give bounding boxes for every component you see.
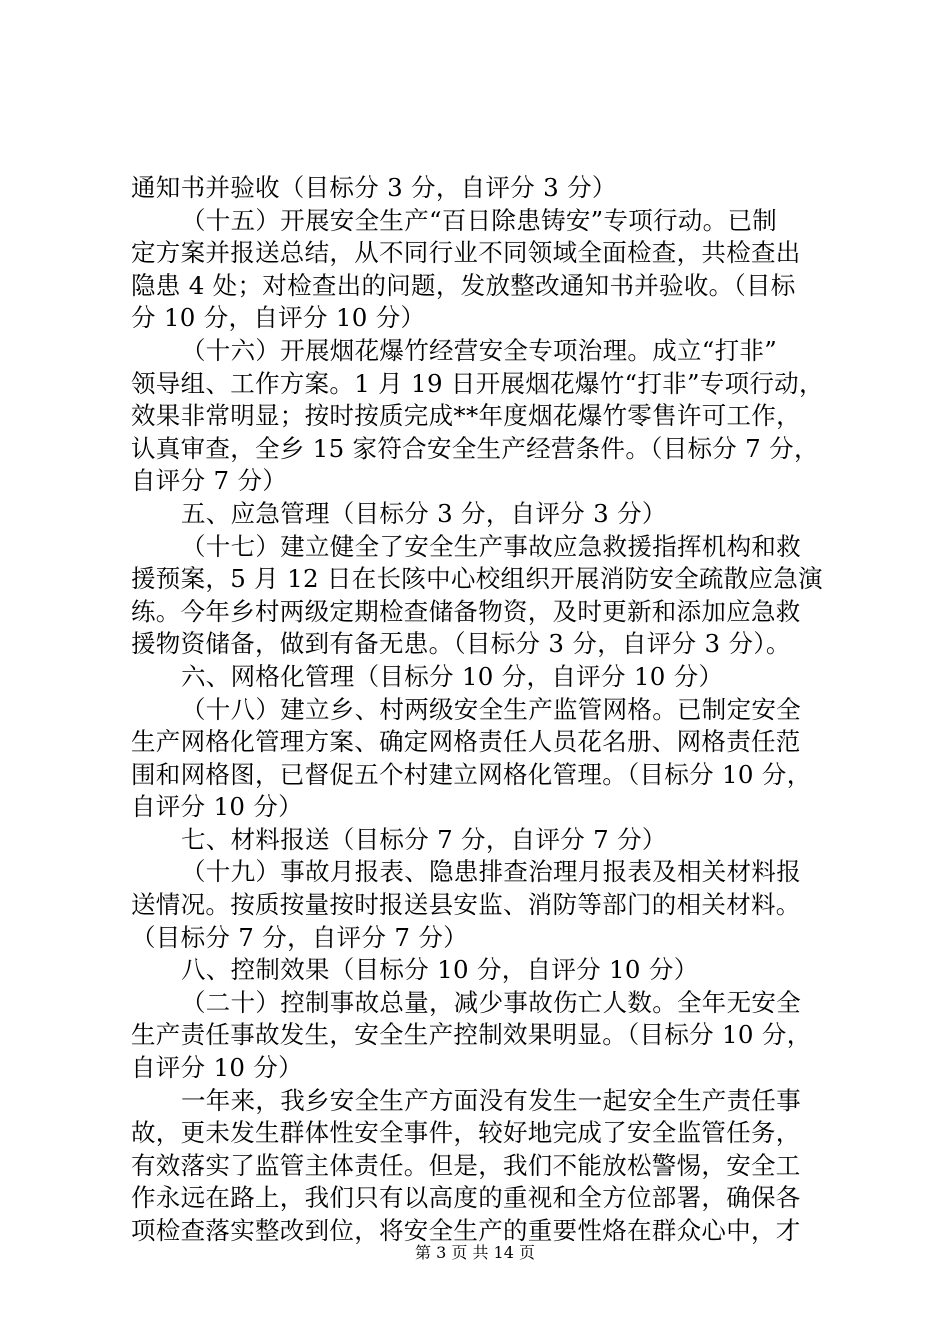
text-line: （二十）控制事故总量，减少事故伤亡人数。全年无安全 (181, 987, 801, 1017)
text-line: （十七）建立健全了安全生产事故应急救援指挥机构和救 (181, 531, 801, 561)
text-line: 援预案，5 月 12 日在长陔中心校组织开展消防安全疏散应急演 (131, 564, 823, 594)
text-line: 自评分 10 分） (131, 1053, 303, 1083)
text-line: 项检查落实整改到位，将安全生产的重要性烙在群众心中，才 (131, 1216, 801, 1245)
text-line: 认真审查，全乡 15 家符合安全生产经营条件。（目标分 7 分， (131, 433, 819, 463)
text-line: 领导组、工作方案。1 月 19 日开展烟花爆竹“打非”专项行动， (131, 368, 824, 398)
text-line: （十九）事故月报表、隐患排查治理月报表及相关材料报 (181, 857, 801, 887)
text-line: 六、网格化管理（目标分 10 分，自评分 10 分） (181, 661, 724, 691)
text-line: 援物资储备，做到有备无患。（目标分 3 分，自评分 3 分）。 (131, 629, 791, 659)
text-line: 自评分 7 分） (131, 466, 288, 496)
text-line: 隐患 4 处；对检查出的问题，发放整改通知书并验收。（目标 (131, 270, 796, 300)
text-line: 一年来，我乡安全生产方面没有发生一起安全生产责任事 (181, 1085, 801, 1115)
text-line: 故，更未发生群体性安全事件，较好地完成了安全监管任务， (131, 1118, 801, 1148)
text-line: （目标分 7 分，自评分 7 分） (131, 922, 468, 952)
text-line: 生产网格化管理方案、确定网格责任人员花名册、网格责任范 (131, 727, 801, 757)
text-line: 练。今年乡村两级定期检查储备物资，及时更新和添加应急救 (131, 596, 801, 626)
text-line: 五、应急管理（目标分 3 分，自评分 3 分） (181, 498, 667, 528)
text-line: 八、控制效果（目标分 10 分，自评分 10 分） (181, 955, 699, 985)
text-line: （十五）开展安全生产“百日除患铸安”专项行动。已制 (181, 205, 778, 235)
text-line: 定方案并报送总结，从不同行业不同领域全面检查，共检查出 (131, 238, 801, 268)
text-line: 有效落实了监管主体责任。但是，我们不能放松警惕，安全工 (131, 1150, 801, 1180)
text-line: 送情况。按质按量按时报送县安监、消防等部门的相关材料。 (131, 890, 801, 920)
text-line: （十六）开展烟花爆竹经营安全专项治理。成立“打非” (181, 335, 778, 365)
text-line: 效果非常明显；按时按质完成**年度烟花爆竹零售许可工作， (131, 401, 801, 431)
document-body (131, 172, 831, 1248)
text-line: 生产责任事故发生，安全生产控制效果明显。（目标分 10 分， (131, 1020, 812, 1050)
text-line: 作永远在路上，我们只有以高度的重视和全方位部署，确保各 (131, 1183, 801, 1213)
text-line: 自评分 10 分） (131, 792, 303, 822)
text-line: （十八）建立乡、村两级安全生产监管网格。已制定安全 (181, 694, 801, 724)
page-footer: 第 3 页 共 14 页 (415, 1243, 535, 1262)
text-line: 七、材料报送（目标分 7 分，自评分 7 分） (181, 824, 667, 854)
text-line: 分 10 分，自评分 10 分） (131, 303, 426, 333)
text-line: 通知书并验收（目标分 3 分，自评分 3 分） (131, 173, 617, 202)
text-line: 围和网格图，已督促五个村建立网格化管理。（目标分 10 分， (131, 759, 812, 789)
